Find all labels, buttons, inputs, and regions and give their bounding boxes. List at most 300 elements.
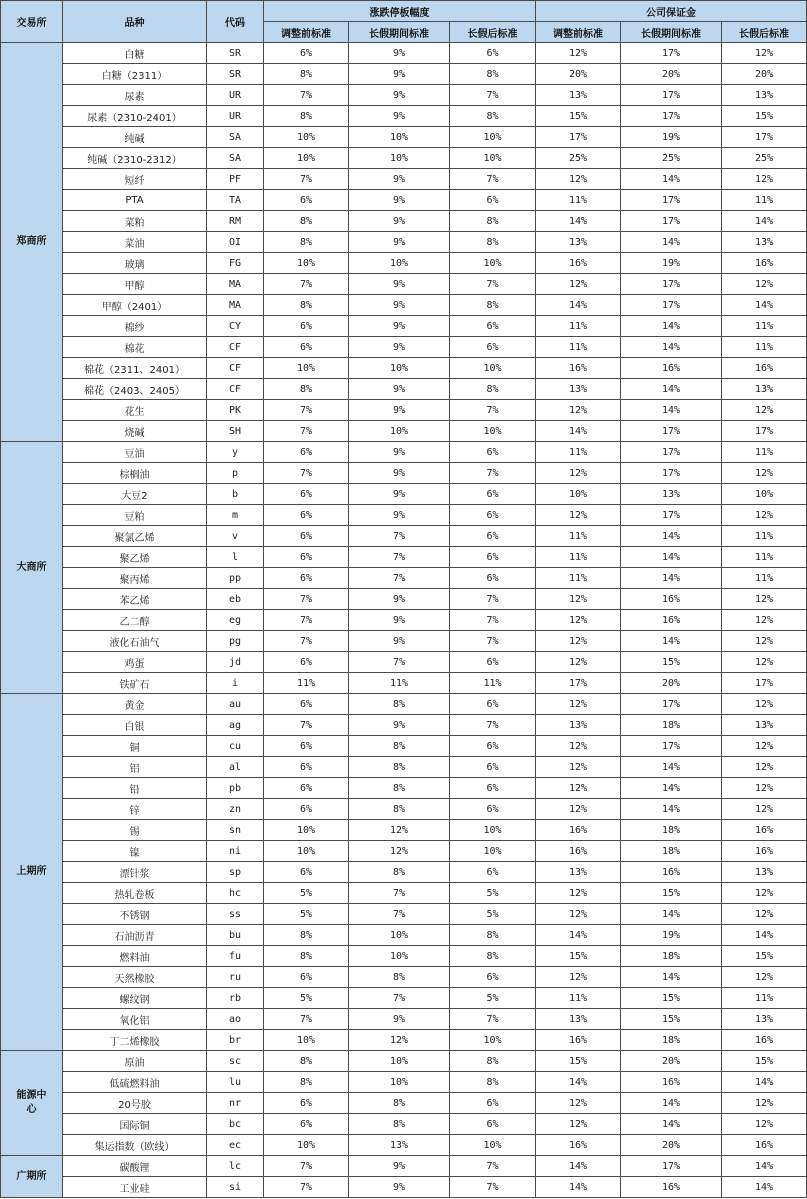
product-cell: 热轧卷板 <box>63 883 207 904</box>
code-cell: UR <box>207 85 264 106</box>
margin-after-cell: 12% <box>722 43 807 64</box>
margin-before-cell: 15% <box>536 106 621 127</box>
margin-during-cell: 17% <box>621 463 722 484</box>
margin-before-cell: 12% <box>536 505 621 526</box>
table-row <box>1 1051 807 1072</box>
margin-before-cell: 15% <box>536 946 621 967</box>
table-row <box>1 778 807 799</box>
header-limit-during: 长假期间标准 <box>349 22 450 43</box>
limit-before-cell: 6% <box>264 484 349 505</box>
product-cell: 铁矿石 <box>63 673 207 694</box>
limit-before-cell: 10% <box>264 1030 349 1051</box>
exchange-cell: 大商所 <box>1 442 63 694</box>
product-cell: 白糖 <box>63 43 207 64</box>
limit-during-cell: 9% <box>349 295 450 316</box>
limit-before-cell: 10% <box>264 841 349 862</box>
margin-before-cell: 11% <box>536 568 621 589</box>
margin-during-cell: 14% <box>621 379 722 400</box>
limit-during-cell: 10% <box>349 358 450 379</box>
table-row <box>1 400 807 421</box>
margin-during-cell: 16% <box>621 1177 722 1198</box>
code-cell: v <box>207 526 264 547</box>
code-cell: m <box>207 505 264 526</box>
code-cell: ss <box>207 904 264 925</box>
margin-after-cell: 14% <box>722 211 807 232</box>
limit-during-cell: 9% <box>349 43 450 64</box>
code-cell: ao <box>207 1009 264 1030</box>
code-cell: sc <box>207 1051 264 1072</box>
product-cell: 聚丙烯 <box>63 568 207 589</box>
limit-during-cell: 8% <box>349 694 450 715</box>
table-row <box>1 547 807 568</box>
limit-before-cell: 8% <box>264 1051 349 1072</box>
margin-after-cell: 13% <box>722 862 807 883</box>
margin-after-cell: 15% <box>722 946 807 967</box>
limit-before-cell: 7% <box>264 169 349 190</box>
header-margin-before: 调整前标准 <box>536 22 621 43</box>
table-row <box>1 736 807 757</box>
margin-before-cell: 12% <box>536 904 621 925</box>
limit-before-cell: 8% <box>264 1072 349 1093</box>
margin-during-cell: 15% <box>621 1009 722 1030</box>
margin-during-cell: 17% <box>621 694 722 715</box>
limit-after-cell: 5% <box>450 904 536 925</box>
limit-during-cell: 9% <box>349 232 450 253</box>
margin-after-cell: 12% <box>722 652 807 673</box>
limit-during-cell: 9% <box>349 316 450 337</box>
limit-before-cell: 10% <box>264 820 349 841</box>
limit-before-cell: 6% <box>264 652 349 673</box>
margin-during-cell: 17% <box>621 736 722 757</box>
table-row <box>1 946 807 967</box>
margin-after-cell: 16% <box>722 1135 807 1156</box>
margin-after-cell: 12% <box>722 799 807 820</box>
limit-during-cell: 7% <box>349 547 450 568</box>
margin-during-cell: 19% <box>621 127 722 148</box>
limit-during-cell: 7% <box>349 568 450 589</box>
margin-during-cell: 18% <box>621 841 722 862</box>
margin-during-cell: 20% <box>621 1135 722 1156</box>
exchange-cell: 上期所 <box>1 694 63 1051</box>
product-cell: 甲醇（2401） <box>63 295 207 316</box>
table-row <box>1 106 807 127</box>
margin-after-cell: 11% <box>722 316 807 337</box>
table-row <box>1 568 807 589</box>
margin-before-cell: 16% <box>536 253 621 274</box>
table-row <box>1 442 807 463</box>
table-row <box>1 988 807 1009</box>
margin-after-cell: 12% <box>722 589 807 610</box>
margin-during-cell: 14% <box>621 778 722 799</box>
margin-during-cell: 13% <box>621 484 722 505</box>
table-row <box>1 610 807 631</box>
product-cell: 漂针浆 <box>63 862 207 883</box>
margin-during-cell: 17% <box>621 274 722 295</box>
code-cell: SH <box>207 421 264 442</box>
limit-after-cell: 8% <box>450 1072 536 1093</box>
margin-after-cell: 13% <box>722 1009 807 1030</box>
limit-before-cell: 7% <box>264 715 349 736</box>
limit-during-cell: 11% <box>349 673 450 694</box>
limit-before-cell: 8% <box>264 379 349 400</box>
table-row <box>1 274 807 295</box>
product-cell: 苯乙烯 <box>63 589 207 610</box>
product-cell: 棉花 <box>63 337 207 358</box>
table-row <box>1 64 807 85</box>
margin-after-cell: 12% <box>722 736 807 757</box>
product-cell: 鸡蛋 <box>63 652 207 673</box>
code-cell: y <box>207 442 264 463</box>
limit-during-cell: 10% <box>349 253 450 274</box>
margin-before-cell: 11% <box>536 337 621 358</box>
margin-during-cell: 18% <box>621 715 722 736</box>
table-row <box>1 757 807 778</box>
header-limit-before: 调整前标准 <box>264 22 349 43</box>
product-cell: 甲醇 <box>63 274 207 295</box>
product-cell: 锡 <box>63 820 207 841</box>
product-cell: 白糖（2311） <box>63 64 207 85</box>
code-cell: pb <box>207 778 264 799</box>
product-cell: 天然橡胶 <box>63 967 207 988</box>
limit-after-cell: 6% <box>450 43 536 64</box>
table-row <box>1 1135 807 1156</box>
limit-after-cell: 6% <box>450 190 536 211</box>
limit-before-cell: 10% <box>264 148 349 169</box>
product-cell: 花生 <box>63 400 207 421</box>
limit-after-cell: 6% <box>450 337 536 358</box>
margin-before-cell: 11% <box>536 547 621 568</box>
table-row <box>1 673 807 694</box>
table-row <box>1 505 807 526</box>
table-header <box>1 1 807 43</box>
limit-before-cell: 6% <box>264 316 349 337</box>
table-row <box>1 358 807 379</box>
limit-during-cell: 13% <box>349 1135 450 1156</box>
table-row <box>1 232 807 253</box>
margin-during-cell: 15% <box>621 988 722 1009</box>
margin-during-cell: 14% <box>621 967 722 988</box>
table-row <box>1 316 807 337</box>
product-cell: 菜粕 <box>63 211 207 232</box>
limit-after-cell: 8% <box>450 106 536 127</box>
limit-after-cell: 8% <box>450 211 536 232</box>
limit-before-cell: 8% <box>264 211 349 232</box>
limit-before-cell: 6% <box>264 862 349 883</box>
product-cell: 螺纹钢 <box>63 988 207 1009</box>
code-cell: SR <box>207 43 264 64</box>
margin-after-cell: 12% <box>722 463 807 484</box>
limit-after-cell: 10% <box>450 148 536 169</box>
limit-after-cell: 6% <box>450 694 536 715</box>
margin-after-cell: 17% <box>722 673 807 694</box>
margin-before-cell: 14% <box>536 295 621 316</box>
product-cell: 豆粕 <box>63 505 207 526</box>
margin-before-cell: 11% <box>536 190 621 211</box>
margin-before-cell: 11% <box>536 316 621 337</box>
code-cell: br <box>207 1030 264 1051</box>
limit-before-cell: 6% <box>264 778 349 799</box>
table-row <box>1 1030 807 1051</box>
limit-during-cell: 10% <box>349 925 450 946</box>
margin-during-cell: 14% <box>621 799 722 820</box>
limit-after-cell: 10% <box>450 820 536 841</box>
limit-before-cell: 10% <box>264 127 349 148</box>
margin-before-cell: 14% <box>536 421 621 442</box>
table-row <box>1 694 807 715</box>
margin-after-cell: 12% <box>722 1114 807 1135</box>
margin-before-cell: 14% <box>536 1072 621 1093</box>
limit-before-cell: 11% <box>264 673 349 694</box>
margin-after-cell: 14% <box>722 295 807 316</box>
limit-during-cell: 9% <box>349 64 450 85</box>
code-cell: lc <box>207 1156 264 1177</box>
margin-after-cell: 11% <box>722 190 807 211</box>
margin-after-cell: 12% <box>722 631 807 652</box>
product-cell: 碳酸锂 <box>63 1156 207 1177</box>
margin-during-cell: 20% <box>621 64 722 85</box>
product-cell: 棕榈油 <box>63 463 207 484</box>
header-exchange: 交易所 <box>1 1 63 43</box>
limit-after-cell: 7% <box>450 610 536 631</box>
margin-during-cell: 25% <box>621 148 722 169</box>
margin-before-cell: 16% <box>536 820 621 841</box>
limit-during-cell: 10% <box>349 946 450 967</box>
table-row <box>1 148 807 169</box>
margin-during-cell: 14% <box>621 400 722 421</box>
table-row <box>1 337 807 358</box>
code-cell: SA <box>207 127 264 148</box>
limit-during-cell: 9% <box>349 1177 450 1198</box>
limit-after-cell: 6% <box>450 652 536 673</box>
limit-after-cell: 10% <box>450 253 536 274</box>
limit-after-cell: 7% <box>450 1177 536 1198</box>
limit-before-cell: 6% <box>264 694 349 715</box>
limit-before-cell: 6% <box>264 442 349 463</box>
table-row <box>1 1093 807 1114</box>
margin-after-cell: 13% <box>722 85 807 106</box>
code-cell: bc <box>207 1114 264 1135</box>
limit-after-cell: 6% <box>450 316 536 337</box>
product-cell: 玻璃 <box>63 253 207 274</box>
limit-after-cell: 6% <box>450 484 536 505</box>
limit-during-cell: 10% <box>349 127 450 148</box>
limit-before-cell: 7% <box>264 1177 349 1198</box>
product-cell: 液化石油气 <box>63 631 207 652</box>
margin-after-cell: 20% <box>722 64 807 85</box>
limit-during-cell: 9% <box>349 463 450 484</box>
exchange-cell: 广期所 <box>1 1156 63 1198</box>
table-row <box>1 925 807 946</box>
limit-after-cell: 6% <box>450 736 536 757</box>
margin-before-cell: 12% <box>536 463 621 484</box>
code-cell: ag <box>207 715 264 736</box>
margin-before-cell: 13% <box>536 1009 621 1030</box>
limit-during-cell: 9% <box>349 484 450 505</box>
margin-before-cell: 10% <box>536 484 621 505</box>
table-row <box>1 1072 807 1093</box>
code-cell: al <box>207 757 264 778</box>
product-cell: 燃料油 <box>63 946 207 967</box>
limit-before-cell: 7% <box>264 610 349 631</box>
code-cell: SA <box>207 148 264 169</box>
margin-after-cell: 11% <box>722 568 807 589</box>
header-limit-after: 长假后标准 <box>450 22 536 43</box>
margin-before-cell: 12% <box>536 778 621 799</box>
product-cell: 聚乙烯 <box>63 547 207 568</box>
product-cell: 棉花（2403、2405） <box>63 379 207 400</box>
code-cell: PF <box>207 169 264 190</box>
margin-during-cell: 14% <box>621 232 722 253</box>
code-cell: i <box>207 673 264 694</box>
limit-after-cell: 6% <box>450 547 536 568</box>
margin-after-cell: 25% <box>722 148 807 169</box>
limit-during-cell: 9% <box>349 379 450 400</box>
margin-before-cell: 13% <box>536 379 621 400</box>
table-row <box>1 799 807 820</box>
limit-during-cell: 9% <box>349 337 450 358</box>
limit-after-cell: 7% <box>450 715 536 736</box>
margin-during-cell: 17% <box>621 190 722 211</box>
limit-before-cell: 6% <box>264 1093 349 1114</box>
table-row <box>1 589 807 610</box>
table-row <box>1 1156 807 1177</box>
limit-before-cell: 6% <box>264 967 349 988</box>
limit-during-cell: 9% <box>349 715 450 736</box>
limit-after-cell: 6% <box>450 505 536 526</box>
product-cell: 原油 <box>63 1051 207 1072</box>
code-cell: ru <box>207 967 264 988</box>
code-cell: eb <box>207 589 264 610</box>
limit-after-cell: 7% <box>450 1009 536 1030</box>
margin-before-cell: 13% <box>536 85 621 106</box>
limit-before-cell: 7% <box>264 1156 349 1177</box>
margin-during-cell: 16% <box>621 1072 722 1093</box>
margin-during-cell: 17% <box>621 1156 722 1177</box>
margin-during-cell: 16% <box>621 589 722 610</box>
margin-after-cell: 16% <box>722 358 807 379</box>
limit-during-cell: 12% <box>349 1030 450 1051</box>
margin-after-cell: 16% <box>722 841 807 862</box>
table-row <box>1 862 807 883</box>
limit-after-cell: 8% <box>450 1051 536 1072</box>
table-row <box>1 883 807 904</box>
product-cell: 纯碱（2310-2312） <box>63 148 207 169</box>
margin-during-cell: 14% <box>621 1093 722 1114</box>
margin-during-cell: 17% <box>621 43 722 64</box>
limit-before-cell: 6% <box>264 799 349 820</box>
code-cell: FG <box>207 253 264 274</box>
limit-after-cell: 6% <box>450 568 536 589</box>
margin-after-cell: 13% <box>722 232 807 253</box>
code-cell: hc <box>207 883 264 904</box>
header-product: 品种 <box>63 1 207 43</box>
code-cell: ec <box>207 1135 264 1156</box>
margin-before-cell: 12% <box>536 610 621 631</box>
margin-during-cell: 17% <box>621 442 722 463</box>
product-cell: 尿素 <box>63 85 207 106</box>
limit-before-cell: 7% <box>264 85 349 106</box>
table-row <box>1 652 807 673</box>
margin-before-cell: 12% <box>536 43 621 64</box>
limit-before-cell: 6% <box>264 547 349 568</box>
margin-during-cell: 14% <box>621 904 722 925</box>
limit-during-cell: 9% <box>349 400 450 421</box>
margin-during-cell: 17% <box>621 421 722 442</box>
margin-after-cell: 12% <box>722 757 807 778</box>
margin-during-cell: 17% <box>621 85 722 106</box>
limit-after-cell: 7% <box>450 1156 536 1177</box>
margin-during-cell: 20% <box>621 673 722 694</box>
code-cell: CY <box>207 316 264 337</box>
table-row <box>1 526 807 547</box>
product-cell: 镍 <box>63 841 207 862</box>
code-cell: SR <box>207 64 264 85</box>
code-cell: pg <box>207 631 264 652</box>
product-cell: 锌 <box>63 799 207 820</box>
code-cell: fu <box>207 946 264 967</box>
margin-after-cell: 16% <box>722 1030 807 1051</box>
code-cell: sp <box>207 862 264 883</box>
limit-during-cell: 12% <box>349 841 450 862</box>
margin-during-cell: 14% <box>621 169 722 190</box>
limit-during-cell: 9% <box>349 190 450 211</box>
product-cell: 丁二烯橡胶 <box>63 1030 207 1051</box>
code-cell: si <box>207 1177 264 1198</box>
limit-before-cell: 6% <box>264 757 349 778</box>
exchange-cell: 能源中心 <box>1 1051 63 1156</box>
product-cell: PTA <box>63 190 207 211</box>
table-row <box>1 43 807 64</box>
code-cell: CF <box>207 358 264 379</box>
margin-after-cell: 11% <box>722 337 807 358</box>
limit-after-cell: 8% <box>450 946 536 967</box>
margin-before-cell: 16% <box>536 841 621 862</box>
margin-after-cell: 14% <box>722 1156 807 1177</box>
code-cell: CF <box>207 379 264 400</box>
product-cell: 尿素（2310-2401） <box>63 106 207 127</box>
limit-during-cell: 9% <box>349 85 450 106</box>
limit-after-cell: 6% <box>450 442 536 463</box>
margin-before-cell: 12% <box>536 736 621 757</box>
product-cell: 短纤 <box>63 169 207 190</box>
limit-during-cell: 9% <box>349 631 450 652</box>
margin-before-cell: 25% <box>536 148 621 169</box>
margin-before-cell: 17% <box>536 127 621 148</box>
product-cell: 铅 <box>63 778 207 799</box>
margin-after-cell: 12% <box>722 274 807 295</box>
margin-during-cell: 15% <box>621 883 722 904</box>
margin-during-cell: 18% <box>621 1030 722 1051</box>
limit-during-cell: 9% <box>349 211 450 232</box>
code-cell: rb <box>207 988 264 1009</box>
exchange-cell: 郑商所 <box>1 43 63 442</box>
margin-after-cell: 12% <box>722 778 807 799</box>
limit-after-cell: 6% <box>450 778 536 799</box>
margin-during-cell: 17% <box>621 295 722 316</box>
product-cell: 低硫燃料油 <box>63 1072 207 1093</box>
table-row <box>1 127 807 148</box>
product-cell: 集运指数（欧线） <box>63 1135 207 1156</box>
table-row <box>1 904 807 925</box>
margin-after-cell: 11% <box>722 988 807 1009</box>
code-cell: sn <box>207 820 264 841</box>
table-body <box>1 43 807 1198</box>
table-row <box>1 631 807 652</box>
margin-after-cell: 12% <box>722 694 807 715</box>
margin-after-cell: 17% <box>722 127 807 148</box>
limit-after-cell: 7% <box>450 631 536 652</box>
margin-before-cell: 13% <box>536 715 621 736</box>
